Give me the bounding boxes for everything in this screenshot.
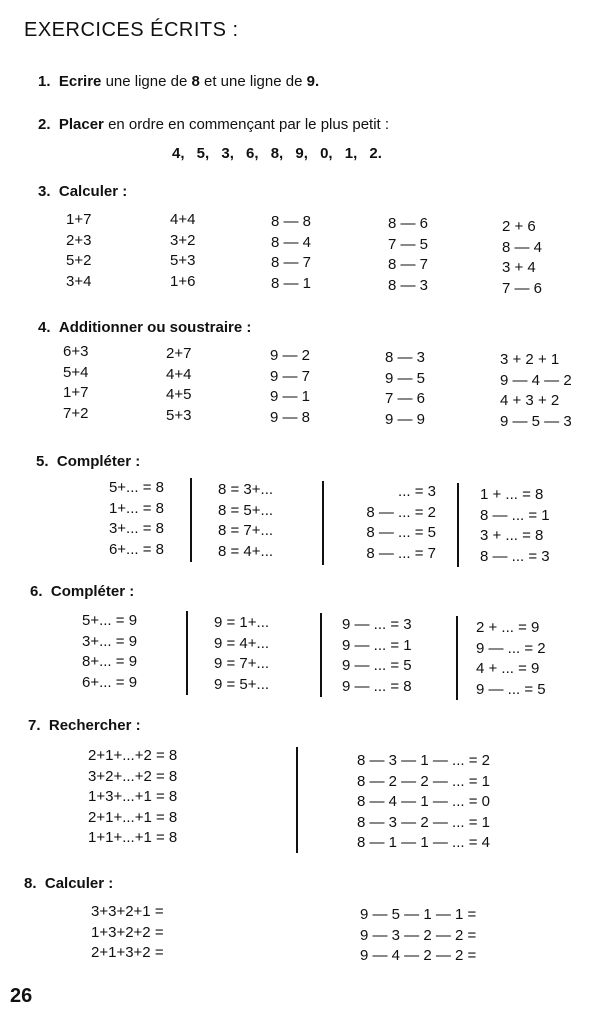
equation: 3 + ... = 8 bbox=[480, 527, 544, 544]
expression: 5+2 bbox=[66, 252, 92, 269]
equation: 9 = 5+... bbox=[214, 675, 270, 693]
equation: 3+... = 9 bbox=[82, 632, 138, 650]
exercise-1-number: 1. bbox=[38, 73, 51, 90]
expression: 8 — 3 bbox=[388, 276, 429, 294]
exercise-4-column-1 bbox=[63, 342, 88, 424]
equation: 6+... = 9 bbox=[82, 673, 138, 691]
expression: 2+1+3+2 = bbox=[91, 944, 164, 961]
expression: 9 — 1 bbox=[270, 388, 311, 405]
exercise-5-column-2 bbox=[218, 480, 273, 562]
exercise-3-column-2 bbox=[170, 210, 195, 292]
equation: 5+... = 8 bbox=[108, 479, 164, 496]
exercise-5-column-3 bbox=[330, 482, 436, 564]
exercise-6-heading bbox=[30, 583, 134, 600]
expression: 5+3 bbox=[166, 406, 192, 424]
equation: 8 — ... = 7 bbox=[366, 544, 436, 562]
expression: 1+7 bbox=[63, 384, 89, 401]
expression: 4+5 bbox=[166, 386, 192, 403]
exercise-8-column-1 bbox=[91, 902, 164, 964]
equation: 8+... = 9 bbox=[82, 653, 138, 670]
exercise-6-column-4 bbox=[476, 618, 546, 700]
column-divider bbox=[456, 616, 458, 700]
equation: 9 — ... = 3 bbox=[342, 616, 412, 633]
equation: 8 — ... = 5 bbox=[366, 524, 436, 541]
expression: 9 — 2 bbox=[270, 347, 311, 364]
expression: 3+3+2+1 = bbox=[91, 903, 164, 920]
equation: 9 — ... = 8 bbox=[342, 677, 412, 695]
column-divider bbox=[322, 481, 324, 565]
expression: 9 — 5 — 1 — 1 = bbox=[360, 906, 477, 923]
expression: 9 — 4 — 2 — 2 = bbox=[360, 947, 477, 964]
expression: 3 + 4 bbox=[502, 259, 536, 276]
exercise-5-keyword: Compléter bbox=[56, 453, 132, 470]
expression: 8 — 7 bbox=[388, 256, 429, 273]
column-divider bbox=[320, 613, 322, 697]
expression: 7 — 6 bbox=[385, 390, 426, 407]
expression: 9 — 7 bbox=[270, 367, 311, 385]
equation: 5+... = 9 bbox=[82, 612, 138, 629]
column-divider bbox=[190, 478, 192, 562]
expression: 8 — 4 bbox=[502, 238, 543, 256]
exercise-5-heading bbox=[36, 453, 140, 470]
exercise-5-number: 5. bbox=[36, 453, 49, 470]
equation: ... = 3 bbox=[398, 483, 436, 500]
equation: 9 — ... = 2 bbox=[476, 639, 546, 657]
exercise-8-number: 8. bbox=[24, 875, 37, 892]
expression: 8 — 4 bbox=[271, 233, 312, 251]
equation: 3+2+...+2 = 8 bbox=[88, 767, 178, 785]
exercise-2 bbox=[38, 116, 389, 133]
exercise-5-column-1 bbox=[60, 478, 164, 560]
equation: 9 — ... = 5 bbox=[476, 680, 546, 698]
exercise-7-number: 7. bbox=[28, 717, 41, 734]
equation: 8 — 4 — 1 — ... = 0 bbox=[357, 793, 490, 810]
exercise-4-number: 4. bbox=[38, 319, 51, 336]
exercise-2-number: 2. bbox=[38, 116, 51, 133]
exercise-4-column-5 bbox=[500, 350, 572, 432]
equation: 1+3+...+1 = 8 bbox=[88, 788, 178, 805]
expression: 8 — 6 bbox=[388, 215, 429, 232]
exercise-3-colon: : bbox=[118, 183, 128, 200]
column-divider bbox=[457, 483, 459, 567]
expression: 4 + 3 + 2 bbox=[500, 392, 560, 409]
page-number: 26 bbox=[10, 985, 33, 1007]
exercise-1 bbox=[38, 73, 319, 90]
equation: 3+... = 8 bbox=[108, 520, 164, 537]
expression: 7 — 6 bbox=[502, 279, 543, 297]
exercise-7-column-2 bbox=[357, 751, 490, 854]
exercise-3-heading bbox=[38, 183, 127, 200]
equation: 8 — 2 — 2 — ... = 1 bbox=[357, 772, 490, 790]
column-divider bbox=[296, 747, 298, 853]
expression: 1+7 bbox=[66, 211, 92, 228]
expression: 1+3+2+2 = bbox=[91, 923, 164, 941]
expression: 8 — 1 bbox=[271, 274, 312, 292]
equation: 8 = 7+... bbox=[218, 522, 274, 539]
exercise-3-column-3 bbox=[271, 212, 311, 294]
expression: 8 — 3 bbox=[385, 349, 426, 366]
exercise-2-text: en ordre en commençant par le plus petit : bbox=[103, 116, 390, 133]
exercise-8-column-2 bbox=[360, 905, 476, 967]
exercise-8-keyword: Calculer bbox=[44, 875, 105, 892]
equation: 1+... = 8 bbox=[108, 499, 164, 517]
exercise-2-sequence: 4, 5, 3, 6, 8, 9, 0, 1, 2. bbox=[172, 145, 382, 162]
expression: 4+4 bbox=[166, 365, 192, 383]
exercise-6-colon: : bbox=[125, 583, 135, 600]
equation: 8 — 3 — 2 — ... = 1 bbox=[357, 813, 490, 831]
exercise-7-column-1 bbox=[88, 746, 177, 849]
exercise-4-colon: : bbox=[242, 319, 252, 336]
equation: 8 — ... = 3 bbox=[480, 547, 550, 565]
exercise-3-keyword: Calculer bbox=[58, 183, 119, 200]
expression: 4+4 bbox=[170, 211, 196, 228]
exercise-6-column-1 bbox=[82, 611, 137, 693]
equation: 2+1+...+2 = 8 bbox=[88, 747, 178, 764]
exercise-6-column-2 bbox=[214, 613, 269, 695]
expression: 3+4 bbox=[66, 272, 92, 290]
exercise-3-column-4 bbox=[388, 214, 428, 296]
exercise-1-text-b: et une ligne de bbox=[199, 73, 307, 90]
expression: 9 — 5 bbox=[385, 369, 426, 387]
expression: 1+6 bbox=[170, 272, 196, 290]
equation: 1+1+...+1 = 8 bbox=[88, 829, 178, 846]
expression: 5+3 bbox=[170, 252, 196, 269]
equation: 8 = 5+... bbox=[218, 501, 274, 519]
exercise-1-text-c: . bbox=[314, 73, 320, 90]
exercise-4-column-3 bbox=[270, 346, 310, 428]
equation: 8 — 3 — 1 — ... = 2 bbox=[357, 752, 490, 769]
expression: 5+4 bbox=[63, 363, 89, 381]
equation: 2 + ... = 9 bbox=[476, 619, 540, 636]
equation: 9 = 4+... bbox=[214, 634, 270, 652]
exercise-1-n2: 9 bbox=[306, 73, 315, 90]
exercise-8-colon: : bbox=[104, 875, 114, 892]
exercise-4-heading bbox=[38, 319, 251, 336]
expression: 7+2 bbox=[63, 404, 89, 422]
expression: 3 + 2 + 1 bbox=[500, 351, 560, 368]
equation: 9 — ... = 5 bbox=[342, 657, 412, 674]
exercise-7-heading bbox=[28, 717, 141, 734]
equation: 8 — 1 — 1 — ... = 4 bbox=[357, 834, 490, 851]
expression: 9 — 9 bbox=[385, 410, 426, 428]
exercise-6-column-3 bbox=[342, 615, 412, 697]
expression: 6+3 bbox=[63, 343, 89, 360]
exercise-1-text-a: une ligne de bbox=[101, 73, 192, 90]
expression: 2+3 bbox=[66, 231, 92, 249]
exercise-6-keyword: Compléter bbox=[50, 583, 126, 600]
equation: 9 = 7+... bbox=[214, 655, 270, 672]
equation: 6+... = 8 bbox=[108, 540, 164, 558]
expression: 2+7 bbox=[166, 345, 192, 362]
expression: 7 — 5 bbox=[388, 235, 429, 253]
exercise-5-column-4 bbox=[480, 485, 550, 567]
equation: 8 = 3+... bbox=[218, 481, 274, 498]
equation: 2+1+...+1 = 8 bbox=[88, 808, 178, 826]
equation: 8 — ... = 1 bbox=[480, 506, 550, 524]
exercise-2-keyword: Placer bbox=[58, 116, 104, 133]
exercise-1-keyword: Ecrire bbox=[58, 73, 102, 90]
exercise-8-heading bbox=[24, 875, 113, 892]
equation: 8 = 4+... bbox=[218, 542, 274, 560]
expression: 9 — 4 — 2 bbox=[500, 371, 572, 389]
expression: 8 — 8 bbox=[271, 213, 312, 230]
expression: 8 — 7 bbox=[271, 254, 312, 271]
equation: 9 = 1+... bbox=[214, 614, 270, 631]
equation: 8 — ... = 2 bbox=[366, 503, 436, 521]
equation: 4 + ... = 9 bbox=[476, 660, 540, 677]
expression: 9 — 3 — 2 — 2 = bbox=[360, 926, 477, 944]
exercise-3-column-1 bbox=[66, 210, 91, 292]
equation: 9 — ... = 1 bbox=[342, 636, 412, 654]
exercise-1-n1: 8 bbox=[191, 73, 200, 90]
column-divider bbox=[186, 611, 188, 695]
expression: 2 + 6 bbox=[502, 218, 536, 235]
exercise-7-colon: : bbox=[131, 717, 141, 734]
expression: 9 — 5 — 3 bbox=[500, 412, 572, 430]
exercise-3-number: 3. bbox=[38, 183, 51, 200]
exercise-4-keyword: Additionner ou soustraire bbox=[58, 319, 243, 336]
equation: 1 + ... = 8 bbox=[480, 486, 544, 503]
exercise-7-keyword: Rechercher bbox=[48, 717, 132, 734]
exercise-6-number: 6. bbox=[30, 583, 43, 600]
expression: 9 — 8 bbox=[270, 408, 311, 426]
exercise-4-column-2 bbox=[166, 344, 191, 426]
exercise-4-column-4 bbox=[385, 348, 425, 430]
exercise-3-column-5 bbox=[502, 217, 542, 299]
exercise-5-colon: : bbox=[131, 453, 141, 470]
page-title: EXERCICES ÉCRITS : bbox=[24, 19, 239, 41]
expression: 3+2 bbox=[170, 231, 196, 249]
